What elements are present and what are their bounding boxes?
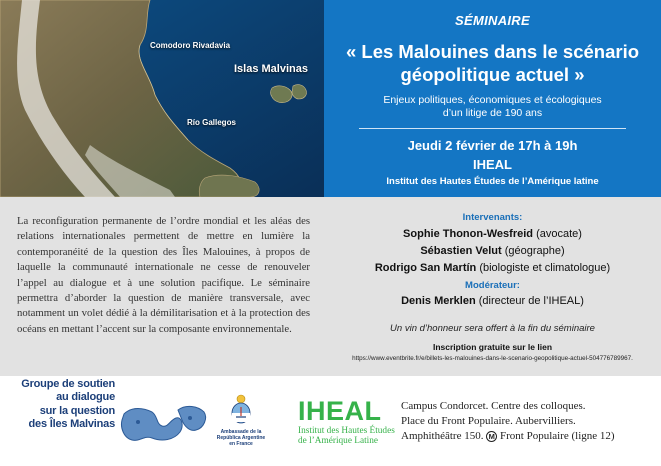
speaker-2 <box>324 245 661 257</box>
argentine-embassy-logo <box>210 394 272 447</box>
iheal-line1: Institut des Hautes Études <box>298 426 395 436</box>
groupe-line1: Groupe de soutien <box>21 378 115 390</box>
metro-icon: M <box>486 431 497 442</box>
iheal-wordmark: IHEAL <box>298 396 382 426</box>
argentina-coat-of-arms-icon <box>230 394 252 424</box>
address-line1: Campus Condorcet. Centre des colloques. <box>401 400 586 412</box>
speaker-3 <box>324 262 661 274</box>
divider <box>359 128 626 129</box>
speaker-3-role: (biologiste et climatologue) <box>479 262 611 274</box>
embassy-line2: República Argentine <box>216 435 266 441</box>
registration-heading: Inscription gratuite sur le lien <box>432 342 553 352</box>
embassy-line1: Ambassade de la <box>220 429 262 435</box>
iheal-logo <box>298 397 398 446</box>
partners-strip <box>0 376 661 466</box>
map-label-comodoro: Comodoro Rivadavia <box>150 41 231 50</box>
address-line2: Place du Front Populaire. Aubervilliers. <box>401 415 576 428</box>
event-subtitle-line1: Enjeux politiques, économiques et écologiques <box>383 94 602 106</box>
title-panel <box>324 0 661 197</box>
groupe-line4: des Îles Malvinas <box>28 417 115 430</box>
event-subtitle-line2: d’un litige de 190 ans <box>442 107 543 119</box>
address-line3-suffix: Front Populaire (ligne 12) <box>499 430 615 443</box>
speaker-3-name: Rodrigo San Martín <box>374 262 477 274</box>
groupe-soutien-text <box>0 378 115 431</box>
satellite-map <box>0 0 324 197</box>
moderator-name: Denis Merklen <box>401 295 476 307</box>
groupe-soutien-logo <box>21 376 209 466</box>
moderator <box>324 295 661 307</box>
address-line3 <box>401 429 659 444</box>
iheal-fullname <box>298 426 398 446</box>
embassy-text <box>210 429 272 447</box>
map-label-malvinas: Islas Malvinas <box>234 63 308 75</box>
registration-link[interactable]: https://www.eventbrite.fr/e/billets-les-malouines-dans-le-scenario-geopolitique-actuel-504776789967. <box>352 355 633 362</box>
event-description: La reconfiguration permanente de l’ordre mondial et les aléas des relations internationales permettent de mettre en lumière la contemporanéité de la question des Îles Malouines, à propos de laquelle la communauté internationale ne cesse de renouveler l’appel au dialogue et à une solution pacifique. Le séminaire permettra d’aborder la question de manière transversale, avec notamment un volet dédié à la démilitarisation et à la protection des océans en mettant l’accent sur la composante environnementale. <box>17 215 310 335</box>
event-venue: IHEAL <box>473 157 512 172</box>
moderator-heading: Modérateur: <box>465 280 520 291</box>
address-line3-prefix: Amphithéâtre 150. <box>401 430 484 443</box>
map-label-gallegos: Río Gallegos <box>187 118 236 127</box>
speaker-2-name: Sébastien Velut <box>420 245 502 257</box>
event-kicker: SÉMINAIRE <box>455 13 530 28</box>
event-subtitle <box>334 94 651 120</box>
patagonia-map-graphic <box>0 0 324 197</box>
speakers-panel <box>324 197 661 376</box>
iheal-line2: de l’Amérique Latine <box>298 436 379 446</box>
speaker-1-role: (avocate) <box>536 228 582 240</box>
speaker-1 <box>324 228 661 240</box>
event-title-line1: « Les Malouines dans le scénario <box>345 41 640 62</box>
islands-map-icon <box>118 398 210 450</box>
moderator-role: (directeur de l’IHEAL) <box>478 295 584 307</box>
event-venue-full: Institut des Hautes Études de l’Amérique latine <box>386 176 599 187</box>
details-section <box>0 197 661 376</box>
speakers-heading: Intervenants: <box>462 212 523 223</box>
groupe-line3: sur la question <box>39 404 115 417</box>
speaker-2-role: (géographe) <box>504 245 565 257</box>
event-date: Jeudi 2 février de 17h à 19h <box>407 138 578 153</box>
reception-note: Un vin d’honneur sera offert à la fin du séminaire <box>390 323 595 334</box>
venue-address <box>401 399 659 445</box>
event-title <box>330 40 655 86</box>
speaker-1-name: Sophie Thonon-Wesfreid <box>403 228 534 240</box>
groupe-line2: au dialogue <box>56 391 115 404</box>
event-title-line2: géopolitique actuel » <box>400 64 585 85</box>
embassy-line3: en France <box>229 441 253 447</box>
